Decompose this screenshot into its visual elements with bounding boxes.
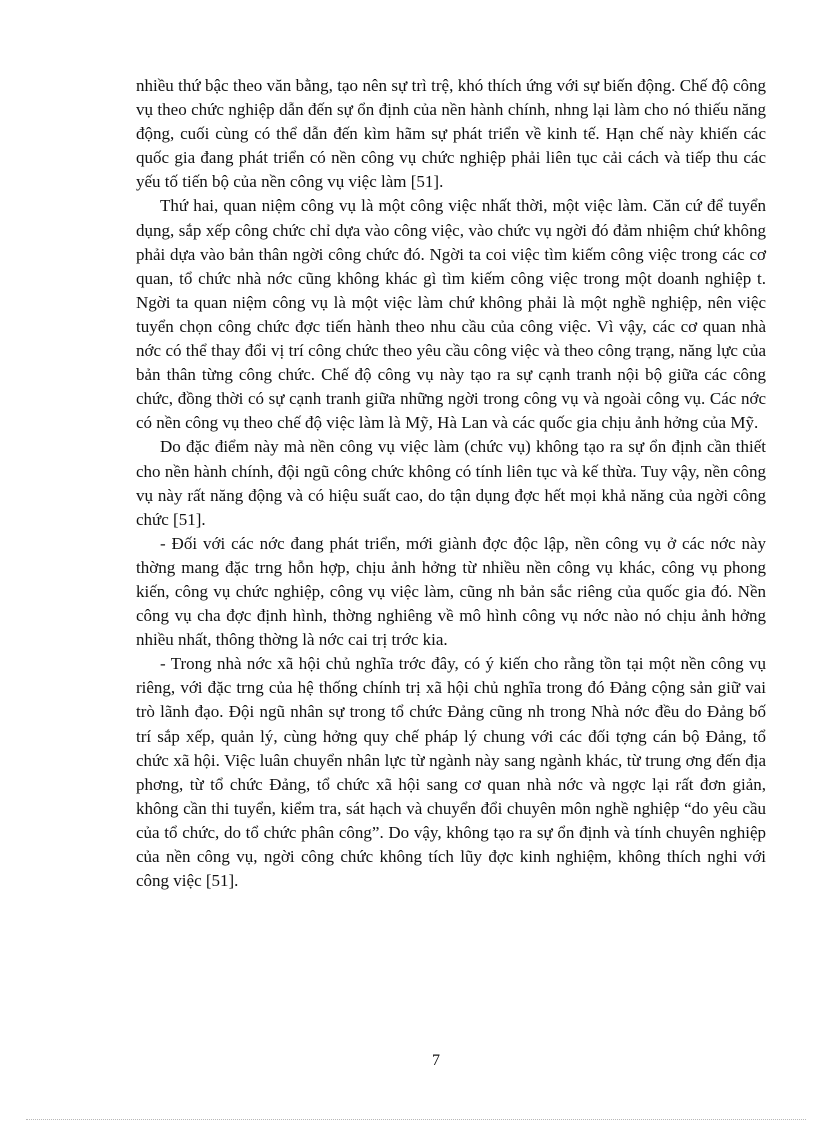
- paragraph-2: Thứ hai, quan niệm công vụ là một công việc nhất thời, một việc làm. Căn cứ để tuyển dụng, sắp xếp công chức chỉ dựa vào công việc, vào chức vụ ngời đó đảm nhiệm chứ không phải dựa vào bản thân ngời công chức đó. Ngời ta coi việc tìm kiếm công việc trong các cơ quan, tổ chức nhà nớc cũng không khác gì tìm kiếm công việc trong một doanh nghiệp t. Ngời ta quan niệm công vụ là một việc làm chứ không phải là một nghề nghiệp, nên việc tuyển chọn công chức đợc tiến hành theo nhu cầu của công việc. Vì vậy, các cơ quan nhà nớc có thể thay đổi vị trí công chức theo yêu cầu công việc và theo công trạng, năng lực của bản thân từng công chức. Chế độ công vụ này tạo ra sự cạnh tranh nội bộ giữa các công chức, đồng thời có sự cạnh tranh giữa những ngời trong công vụ và ngoài công vụ. Các nớc có nền công vụ theo chế độ việc làm là Mỹ, Hà Lan và các quốc gia chịu ảnh hởng của Mỹ.: [136, 196, 766, 433]
- document-body: [136, 74, 766, 893]
- paragraph-3: Do đặc điểm này mà nền công vụ việc làm (chức vụ) không tạo ra sự ổn định cần thiết cho nền hành chính, đội ngũ công chức không có tính liên tục và kế thừa. Tuy vậy, nền công vụ này rất năng động và có hiệu suất cao, do tận dụng đợc hết mọi khả năng của ngời công chức [51].: [136, 437, 766, 529]
- footer-divider: [26, 1119, 806, 1120]
- paragraph-4: - Đối với các nớc đang phát triển, mới giành đợc độc lập, nền công vụ ở các nớc này thờng mang đặc trng hỗn hợp, chịu ảnh hởng từ nhiều nền công vụ khác, công vụ phong kiến, công vụ chức nghiệp, công vụ việc làm, cũng nh bản sắc riêng của quốc gia đó. Nền công vụ cha đợc định hình, thờng nghiêng về mô hình công vụ nớc nào nó chịu ảnh hởng nhiều nhất, thông thờng là nớc cai trị trớc kia.: [136, 533, 766, 650]
- paragraph-1: nhiều thứ bậc theo văn bằng, tạo nên sự trì trệ, khó thích ứng với sự biến động. Chế độ công vụ theo chức nghiệp dẫn đến sự ổn định của nền hành chính, nhng lại làm cho nó thiếu năng động, cuối cùng có thể dẫn đến kìm hãm sự phát triển về kinh tế. Hạn chế này khiến các quốc gia đang phát triển có nền công vụ chức nghiệp phải liên tục cải cách và tiếp thu các yếu tố tiến bộ của nền công vụ việc làm [51].: [136, 76, 766, 192]
- paragraph-5: - Trong nhà nớc xã hội chủ nghĩa trớc đây, có ý kiến cho rằng tồn tại một nền công vụ riêng, với đặc trng của hệ thống chính trị xã hội chủ nghĩa trong đó Đảng cộng sản giữ vai trò lãnh đạo. Đội ngũ nhân sự trong tổ chức Đảng cũng nh trong Nhà nớc đều do Đảng bố trí sắp xếp, quản lý, cùng hởng quy chế pháp lý chung với các đối tợng cán bộ Đảng, tổ chức xã hội. Việc luân chuyển nhân lực từ ngành này sang ngành khác, từ trung ơng đến địa phơng, từ tổ chức Đảng, tổ chức xã hội sang cơ quan nhà nớc và ngợc lại rất đơn giản, không cần thi tuyển, kiểm tra, sát hạch và chuyển đổi chuyên môn nghề nghiệp “do yêu cầu của tổ chức, do tổ chức phân công”. Do vậy, không tạo ra sự ổn định và tính chuyên nghiệp của nền công vụ, ngời công chức không tích lũy đợc kinh nghiệm, không thích nghi với công việc [51].: [136, 654, 766, 891]
- page-number: 7: [432, 1052, 440, 1069]
